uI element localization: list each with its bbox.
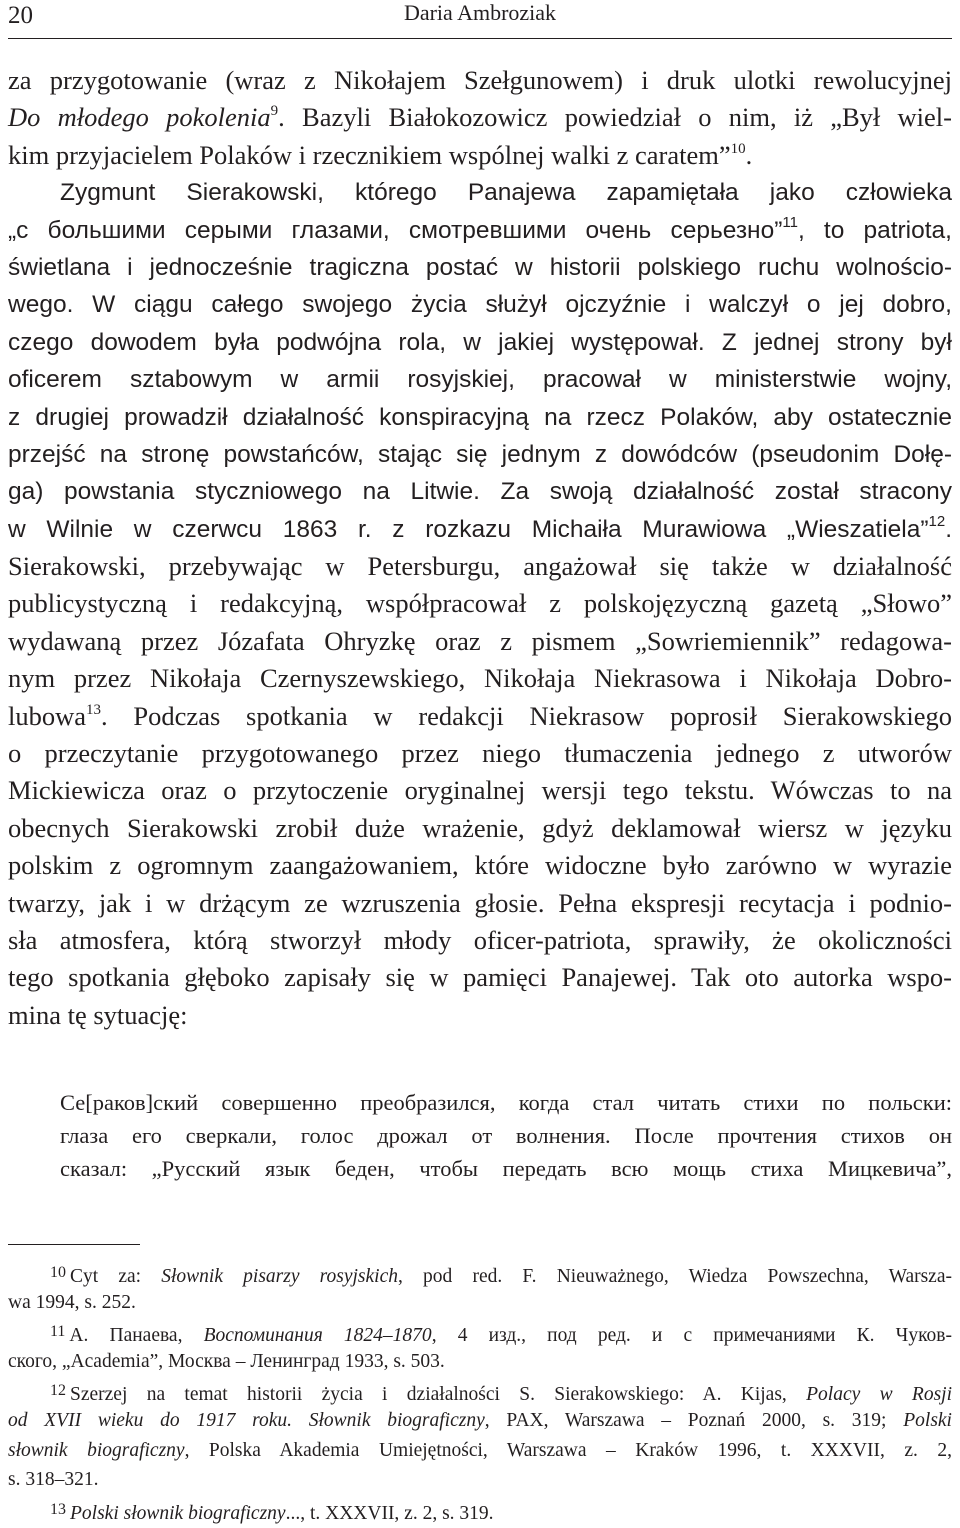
body-text — [8, 62, 952, 1034]
footnote-number: 12 — [50, 1382, 66, 1400]
text-line: przejść na stronę powstańców, stając się jednym z dowódców (pseudonim Dołę- — [8, 440, 952, 468]
footnote-line: od XVII wieku do 1917 roku. Słownik biograficzny, PAX, Warszawa – Poznań 2000, s. 319; Polski — [8, 1409, 952, 1431]
text-line: o przeczytanie przygotowanego przez niego tłumaczenia jednego z utworów — [8, 738, 952, 769]
text-line: mina tę sytuację: — [8, 999, 188, 1030]
text-line: nym przez Nikołaja Czernyszewskiego, Nikołaja Niekrasowa i Nikołaja Dobro- — [8, 663, 952, 694]
running-head: Daria Ambroziak — [403, 0, 557, 25]
footnote-11: $^{11}$ А. Панаева, Воспоминания 1824–1870, 4 изд., под ред. и с примечаниями К. Чуков- — [50, 1323, 953, 1347]
text-line: tego spotkania głęboko zapisały się w pamięci Panajewej. Tak oto autorka wspo- — [8, 962, 952, 993]
italic-title: Do młodego pokolenia — [8, 102, 271, 133]
text-line: oficerem sztabowym w armii rosyjskiej, pracował w ministerstwie wojny, — [8, 366, 952, 394]
text-line: wego. W ciągu całego swojego życia służył ojczyźnie i walczył o jej dobro, — [8, 291, 952, 319]
text-line: w Wilnie w czerwcu 1863 r. z rozkazu Michaiła Murawiowa „Wieszatiela”$^{12}$. — [8, 512, 952, 543]
text-line: wydawaną przez Józafata Ohryzkę oraz z pismem „Sowriemiennik” redagowa- — [8, 625, 952, 656]
page-number: 20 — [8, 2, 33, 29]
footnote-divider — [8, 1244, 140, 1245]
page-header — [8, 0, 952, 39]
footnote-number: 11 — [50, 1323, 66, 1341]
footnote-10: $^{10}$ Cyt za: Słownik pisarzy rosyjskich, pod red. F. Nieuważnego, Wiedza Powszechna, Warsza- — [50, 1264, 952, 1287]
footnote-number: 10 — [50, 1264, 66, 1281]
text-line: ga) powstania styczniowego na Litwie. Za swoją działalność został stracony — [8, 478, 952, 506]
footnote-ref[interactable]: 12 — [928, 512, 946, 530]
text-line: polskim z ogromnym zaangażowaniem, które widoczne było zarówno w wyrazie — [8, 850, 952, 881]
text-line: „с большими серыми глазами, смотревшими очень серьезно”$^{11}$, to patriota, — [8, 213, 952, 244]
footnote-ref[interactable]: 9 — [270, 103, 279, 120]
text-line: z drugiej prowadził działalność konspiracyjną na rzecz Polaków, aby ostatecznie — [8, 403, 952, 431]
text-line: publicystyczną i redakcyjną, współpracował z polskojęzyczną gazetą „Słowo” — [8, 588, 952, 619]
text-line: kim przyjacielem Polaków i rzecznikiem wspólnej walki z caratem”$^{10}$. — [8, 139, 753, 170]
text-line: lubowa$^{13}$. Podczas spotkania w redakcji Niekrasow poprosił Sierakowskiego — [8, 700, 952, 731]
text-line: za przygotowanie (wraz z Nikołajem Szełgunowem) i druk ulotki rewolucyjnej — [8, 65, 952, 95]
text-line: Zygmunt Sierakowski, którego Panajewa zapamiętała jako człowieka — [60, 179, 952, 207]
footnotes — [8, 1258, 952, 1524]
footnote-line: wa 1994, s. 252. — [8, 1291, 136, 1313]
quote-line: сказал: „Русский язык беден, чтобы передать всю мощь стиха Мицкевича”, — [60, 1156, 952, 1181]
footnote-line: ского, „Academia”, Москва – Ленинград 1933, s. 503. — [8, 1350, 445, 1372]
block-quote — [60, 1086, 952, 1185]
quote-line: глаза его сверкали, голос дрожал от волнения. После прочтения стихов он — [60, 1123, 952, 1148]
text-line: Mickiewicza oraz o przytoczenie oryginalnej wersji tego tekstu. Wówczas to na — [8, 775, 952, 806]
footnote-ref[interactable]: 11 — [782, 213, 798, 231]
text-line: Sierakowski, przebywając w Petersburgu, angażował się także w działalność — [8, 551, 952, 582]
footnote-12: $^{12}$ Szerzej na temat historii życia i działalności S. Sierakowskiego: A. Kijas, Polacy w Rosji — [50, 1382, 952, 1406]
footnote-line: s. 318–321. — [8, 1469, 99, 1491]
text-line: czego dowodem była podwójna rola, w jakiej występował. Z jednej strony był — [8, 328, 952, 356]
text-line: Do młodego pokolenia$^9$. Bazyli Białokozowicz powiedział o nim, iż „Był wiel- — [8, 102, 952, 133]
footnote-number: 13 — [50, 1500, 66, 1518]
quote-line: Се[раков]ский совершенно преобразился, когда стал читать стихи по польски: — [60, 1090, 952, 1115]
footnote-ref[interactable]: 10 — [730, 140, 746, 157]
text-line: świetlana i jednocześnie tragiczna postać w historii polskiego ruchu wolnościo- — [8, 253, 952, 281]
footnote-13: $^{13}$ Polski słownik biograficzny..., t. XXXVII, z. 2, s. 319. — [50, 1500, 494, 1524]
footnote-line: słownik biograficzny, Polska Akademia Umiejętności, Warszawa – Kraków 1996, t. XXXVII, z. 2, — [8, 1439, 952, 1461]
text-line: twarzy, jak i w drżącym ze wzruszenia głosie. Pełna ekspresji recytacja i podnio- — [8, 887, 952, 918]
footnote-ref[interactable]: 13 — [86, 701, 102, 718]
text-line: obecnych Sierakowski zrobił duże wrażenie, gdyż deklamował wiersz w języku — [8, 812, 952, 843]
text-line: sła atmosfera, którą stworzył młody oficer-patriota, sprawiły, że okoliczności — [8, 924, 952, 955]
